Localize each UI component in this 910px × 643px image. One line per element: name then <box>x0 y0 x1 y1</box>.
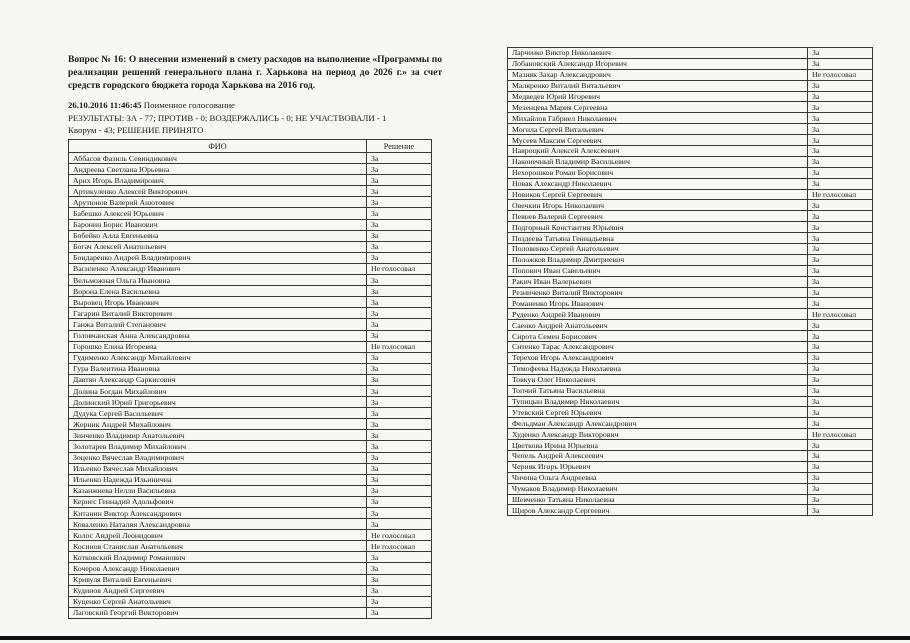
table-row <box>69 574 432 585</box>
deputy-name: Косинов Станислав Анатольевич <box>69 541 367 552</box>
table-row <box>69 208 432 219</box>
table-row <box>69 552 432 563</box>
table-row <box>69 385 432 396</box>
deputy-name: Китанин Виктор Александрович <box>69 508 367 519</box>
table-row <box>69 530 432 541</box>
deputy-name: Золотарев Владимир Михайлович <box>69 441 367 452</box>
deputy-name: Мазняк Захар Александрович <box>508 69 808 80</box>
table-row <box>69 485 432 496</box>
deputy-name: Нехорошков Роман Борисович <box>508 167 808 178</box>
deputy-name: Половинко Сергей Анатольевич <box>508 244 808 255</box>
deputy-name: Головчанская Анна Александровна <box>69 330 367 341</box>
question-title: Вопрос № 16: О внесении изменений в смету расходов на выполнение «Программы по реализации решений генерального плана г. Харькова на период до 2026 г.» за счет средств городского бюджета города Харькова на 2016 год. <box>68 55 442 92</box>
deputy-name: Наконечный Владимир Васильевич <box>508 156 808 167</box>
table-row <box>69 607 432 618</box>
vote-decision: За <box>367 352 432 363</box>
vote-decision: Не голосовал <box>367 263 432 274</box>
vote-decision: За <box>808 298 873 309</box>
deputy-name: Артикуленко Алексей Викторович <box>69 186 367 197</box>
table-row <box>508 320 873 331</box>
table-row <box>508 374 873 385</box>
deputy-name: Чепель Андрей Алексеевич <box>508 450 808 461</box>
table-row <box>69 585 432 596</box>
table-row <box>508 113 873 124</box>
deputy-name: Коваленко Наталия Александровна <box>69 519 367 530</box>
table-row <box>69 452 432 463</box>
table-row <box>69 508 432 519</box>
deputy-name: Мусеев Максим Сергеевич <box>508 135 808 146</box>
deputy-name: Василенко Александр Иванович <box>69 263 367 274</box>
vote-decision: За <box>808 331 873 342</box>
scan-edge-line <box>0 636 910 640</box>
vote-decision: За <box>808 287 873 298</box>
vote-decision: За <box>808 222 873 233</box>
table-row <box>69 441 432 452</box>
table-row <box>69 186 432 197</box>
vote-decision: За <box>367 286 432 297</box>
vote-decision: За <box>367 385 432 396</box>
table-row <box>69 286 432 297</box>
deputy-name: Вельможная Ольга Ивановна <box>69 275 367 286</box>
deputy-name: Михайлов Габриел Николаевич <box>508 113 808 124</box>
table-row <box>508 135 873 146</box>
deputy-name: Цветкова Ирина Юрьевна <box>508 440 808 451</box>
table-row <box>69 596 432 607</box>
results-line: РЕЗУЛЬТАТЫ: ЗА - 77; ПРОТИВ - 0; ВОЗДЕРЖАЛИСЬ - 0; НЕ УЧАСТВОВАЛИ - 1 <box>68 112 387 123</box>
column-header-name: ФИО <box>69 140 367 153</box>
deputy-name: Черняк Игорь Юрьевич <box>508 461 808 472</box>
table-header-row <box>69 140 432 153</box>
vote-decision: За <box>367 607 432 618</box>
vote-decision: За <box>808 156 873 167</box>
vote-meta-block <box>68 99 468 137</box>
vote-decision: За <box>808 80 873 91</box>
vote-decision: За <box>808 91 873 102</box>
column-header-decision: Решение <box>367 140 432 153</box>
vote-decision: За <box>808 374 873 385</box>
deputy-name: Новиков Сергей Сергеевич <box>508 189 808 200</box>
deputy-name: Тупицын Владимир Николаевич <box>508 396 808 407</box>
table-row <box>69 363 432 374</box>
deputy-name: Долина Богдан Михайлович <box>69 385 367 396</box>
table-row <box>69 430 432 441</box>
vote-decision: За <box>808 254 873 265</box>
table-row <box>508 418 873 429</box>
table-row <box>508 211 873 222</box>
table-row <box>508 331 873 342</box>
deputy-name: Ворона Елена Васильевна <box>69 286 367 297</box>
vote-decision: За <box>367 275 432 286</box>
deputy-name: Куценко Сергей Анатольевич <box>69 596 367 607</box>
vote-decision: За <box>808 276 873 287</box>
vote-decision: За <box>367 563 432 574</box>
deputy-name: Гагарин Виталий Викторович <box>69 308 367 319</box>
deputy-name: Новак Александр Николаевич <box>508 178 808 189</box>
vote-decision: Не голосовал <box>367 541 432 552</box>
deputy-name: Горошко Елена Игоревна <box>69 341 367 352</box>
deputy-name: Чумаков Владимир Николаевич <box>508 483 808 494</box>
deputy-name: Навроцкий Алексей Алексеевич <box>508 146 808 157</box>
deputy-name: Зоценко Вячеслав Владимирович <box>69 452 367 463</box>
vote-decision: Не голосовал <box>808 189 873 200</box>
deputy-name: Зинченко Владимир Анатольевич <box>69 430 367 441</box>
deputy-name: Ракич Иван Валерьевич <box>508 276 808 287</box>
table-row <box>508 80 873 91</box>
vote-decision: За <box>367 319 432 330</box>
vote-decision: За <box>808 233 873 244</box>
table-row <box>508 309 873 320</box>
deputy-name: Гура Валентина Ивановна <box>69 363 367 374</box>
vote-decision: За <box>808 320 873 331</box>
vote-decision: За <box>808 352 873 363</box>
deputy-name: Шевченко Татьяна Николаевна <box>508 494 808 505</box>
vote-session-line <box>68 99 468 112</box>
table-row <box>69 308 432 319</box>
deputy-name: Романенко Игорь Иванович <box>508 298 808 309</box>
table-row <box>508 244 873 255</box>
table-row <box>508 483 873 494</box>
table-row <box>69 275 432 286</box>
vote-decision: За <box>367 241 432 252</box>
vote-decision: За <box>808 461 873 472</box>
vote-decision: За <box>367 419 432 430</box>
vote-decision: За <box>808 124 873 135</box>
table-row <box>69 374 432 385</box>
vote-decision: За <box>367 441 432 452</box>
table-row <box>508 363 873 374</box>
vote-decision: За <box>367 186 432 197</box>
vote-decision: Не голосовал <box>808 429 873 440</box>
vote-decision: За <box>808 418 873 429</box>
deputy-name: Давтян Александр Саркисович <box>69 374 367 385</box>
deputy-name: Ильенко Вячеслав Михайлович <box>69 463 367 474</box>
table-row <box>69 541 432 552</box>
table-row <box>508 222 873 233</box>
table-row <box>508 91 873 102</box>
vote-decision: За <box>367 175 432 186</box>
table-row <box>69 197 432 208</box>
vote-type: Поименное голосование <box>143 100 235 110</box>
vote-decision: За <box>367 552 432 563</box>
deputy-name: Медведев Юрий Игоревич <box>508 91 808 102</box>
vote-decision: Не голосовал <box>808 309 873 320</box>
table-row <box>69 352 432 363</box>
table-row <box>508 124 873 135</box>
deputy-name: Попович Иван Савельевич <box>508 265 808 276</box>
vote-decision: За <box>367 574 432 585</box>
table-row <box>69 474 432 485</box>
vote-decision: Не голосовал <box>367 341 432 352</box>
vote-decision: За <box>367 374 432 385</box>
table-row <box>69 153 432 164</box>
deputy-name: Утевский Сергей Юрьевич <box>508 407 808 418</box>
vote-decision: За <box>367 164 432 175</box>
vote-decision: За <box>367 230 432 241</box>
deputy-name: Мезенцева Мария Сергеевна <box>508 102 808 113</box>
table-row <box>508 58 873 69</box>
table-row <box>508 48 873 59</box>
vote-decision: За <box>367 330 432 341</box>
vote-decision: Не голосовал <box>367 530 432 541</box>
deputy-name: Резниченко Виталий Викторович <box>508 287 808 298</box>
deputy-name: Положков Владимир Дмитриевич <box>508 254 808 265</box>
table-row <box>508 352 873 363</box>
deputy-name: Певнев Валерий Сергеевич <box>508 211 808 222</box>
table-row <box>508 407 873 418</box>
vote-decision: За <box>367 485 432 496</box>
table-row <box>508 233 873 244</box>
vote-decision: За <box>808 244 873 255</box>
vote-decision: За <box>808 472 873 483</box>
vote-decision: За <box>808 396 873 407</box>
table-row <box>69 252 432 263</box>
table-row <box>69 319 432 330</box>
table-row <box>69 563 432 574</box>
deputy-name: Колос Андрей Леонидович <box>69 530 367 541</box>
quorum-line: Кворум - 43; РЕШЕНИЕ ПРИНЯТО <box>68 125 204 136</box>
vote-decision: За <box>367 219 432 230</box>
table-row <box>69 419 432 430</box>
vote-decision: За <box>367 519 432 530</box>
vote-decision: За <box>367 452 432 463</box>
vote-decision: За <box>808 167 873 178</box>
vote-decision: Не голосовал <box>808 69 873 80</box>
deputy-name: Сирота Семен Борисович <box>508 331 808 342</box>
vote-decision: За <box>367 208 432 219</box>
deputy-name: Выровец Игорь Иванович <box>69 297 367 308</box>
deputy-name: Руденко Андрей Иванович <box>508 309 808 320</box>
table-row <box>69 397 432 408</box>
deputy-name: Гудименко Александр Михайлович <box>69 352 367 363</box>
vote-decision: За <box>367 496 432 507</box>
deputy-name: Казанжиева Нелли Васильевна <box>69 485 367 496</box>
vote-decision: За <box>808 494 873 505</box>
vote-decision: За <box>367 297 432 308</box>
table-row <box>508 156 873 167</box>
vote-decision: За <box>367 252 432 263</box>
vote-table-right <box>507 47 873 516</box>
vote-decision: За <box>808 440 873 451</box>
deputy-name: Овечкин Игорь Николаевич <box>508 200 808 211</box>
vote-decision: За <box>367 408 432 419</box>
table-row <box>69 496 432 507</box>
table-row <box>69 219 432 230</box>
table-row <box>508 102 873 113</box>
table-row <box>69 263 432 274</box>
deputy-name: Саенко Андрей Анатольевич <box>508 320 808 331</box>
deputy-name: Подгорный Константин Юрьевич <box>508 222 808 233</box>
deputy-name: Щиров Александр Сергеевич <box>508 505 808 516</box>
table-row <box>69 297 432 308</box>
deputy-name: Могила Сергей Витальевич <box>508 124 808 135</box>
vote-decision: За <box>808 363 873 374</box>
deputy-name: Аббасов Фазиль Севиндикович <box>69 153 367 164</box>
deputy-name: Ларченко Виктор Николаевич <box>508 48 808 59</box>
vote-decision: За <box>367 463 432 474</box>
table-row <box>508 254 873 265</box>
vote-table-left <box>68 139 432 619</box>
deputy-name: Андреева Светлана Юрьевна <box>69 164 367 175</box>
table-row <box>508 189 873 200</box>
deputy-name: Жорник Андрей Михайлович <box>69 419 367 430</box>
deputy-name: Богач Алексей Анатольевич <box>69 241 367 252</box>
table-row <box>508 450 873 461</box>
table-row <box>508 265 873 276</box>
deputy-name: Топчий Татьяна Васильевна <box>508 385 808 396</box>
vote-decision: За <box>808 505 873 516</box>
table-row <box>69 408 432 419</box>
table-row <box>69 463 432 474</box>
vote-decision: За <box>808 342 873 353</box>
vote-decision: За <box>808 450 873 461</box>
vote-decision: За <box>367 197 432 208</box>
deputy-name: Арутюнов Валерий Ашотович <box>69 197 367 208</box>
deputy-name: Кернес Геннадий Адольфович <box>69 496 367 507</box>
deputy-name: Ситенко Тарас Александрович <box>508 342 808 353</box>
deputy-name: Чичина Ольга Андреевна <box>508 472 808 483</box>
table-row <box>69 341 432 352</box>
table-row <box>508 342 873 353</box>
vote-decision: За <box>808 48 873 59</box>
table-row <box>508 494 873 505</box>
vote-decision: За <box>808 135 873 146</box>
vote-decision: За <box>367 585 432 596</box>
vote-decision: За <box>367 308 432 319</box>
deputy-name: Кудинов Андрей Сергеевич <box>69 585 367 596</box>
table-row <box>508 461 873 472</box>
table-row <box>69 230 432 241</box>
deputy-name: Кривуля Виталий Евгеньевич <box>69 574 367 585</box>
vote-decision: За <box>367 474 432 485</box>
deputy-name: Поздеева Татьяна Геннадьевна <box>508 233 808 244</box>
deputy-name: Бондаренко Андрей Владимирович <box>69 252 367 263</box>
table-row <box>508 396 873 407</box>
deputy-name: Дудука Сергей Васильевич <box>69 408 367 419</box>
table-row <box>508 385 873 396</box>
table-row <box>508 472 873 483</box>
table-row <box>508 429 873 440</box>
vote-decision: За <box>367 153 432 164</box>
vote-decision: За <box>808 211 873 222</box>
vote-decision: За <box>808 200 873 211</box>
deputy-name: Терехов Игорь Александрович <box>508 352 808 363</box>
table-row <box>508 287 873 298</box>
vote-decision: За <box>367 397 432 408</box>
deputy-name: Ильенко Надежда Ильинична <box>69 474 367 485</box>
vote-decision: За <box>808 58 873 69</box>
vote-decision: За <box>367 363 432 374</box>
table-row <box>69 241 432 252</box>
deputy-name: Арих Игорь Владимирович <box>69 175 367 186</box>
deputy-name: Фельдман Александр Александрович <box>508 418 808 429</box>
deputy-name: Баронин Борис Иванович <box>69 219 367 230</box>
vote-decision: За <box>367 508 432 519</box>
deputy-name: Маляренко Виталий Витальевич <box>508 80 808 91</box>
deputy-name: Долинский Юрий Григорьевич <box>69 397 367 408</box>
deputy-name: Лобановский Александр Игоревич <box>508 58 808 69</box>
deputy-name: Товкун Олег Николаевич <box>508 374 808 385</box>
vote-decision: За <box>808 102 873 113</box>
vote-decision: За <box>367 430 432 441</box>
deputy-name: Худенко Александр Викторович <box>508 429 808 440</box>
vote-decision: За <box>808 407 873 418</box>
vote-decision: За <box>808 178 873 189</box>
deputy-name: Кочеров Александр Николаевич <box>69 563 367 574</box>
vote-decision: За <box>808 483 873 494</box>
table-row <box>508 505 873 516</box>
vote-decision: За <box>367 596 432 607</box>
table-row <box>508 69 873 80</box>
table-row <box>508 178 873 189</box>
table-row <box>69 175 432 186</box>
deputy-name: Бабешко Алексей Юрьевич <box>69 208 367 219</box>
deputy-name: Лаговский Георгий Викторович <box>69 607 367 618</box>
deputy-name: Котковский Владимир Романович <box>69 552 367 563</box>
vote-decision: За <box>808 113 873 124</box>
table-row <box>508 167 873 178</box>
table-row <box>508 200 873 211</box>
deputy-name: Бобейко Алла Евгеньевна <box>69 230 367 241</box>
table-row <box>69 519 432 530</box>
deputy-name: Ганжа Виталий Степанович <box>69 319 367 330</box>
vote-decision: За <box>808 385 873 396</box>
table-row <box>69 330 432 341</box>
vote-decision: За <box>808 146 873 157</box>
table-row <box>508 298 873 309</box>
table-row <box>508 276 873 287</box>
table-row <box>69 164 432 175</box>
deputy-name: Тимофеева Надежда Николаевна <box>508 363 808 374</box>
table-row <box>508 440 873 451</box>
table-row <box>508 146 873 157</box>
vote-decision: За <box>808 265 873 276</box>
vote-datetime: 26.10.2016 11:46:45 <box>68 100 142 110</box>
